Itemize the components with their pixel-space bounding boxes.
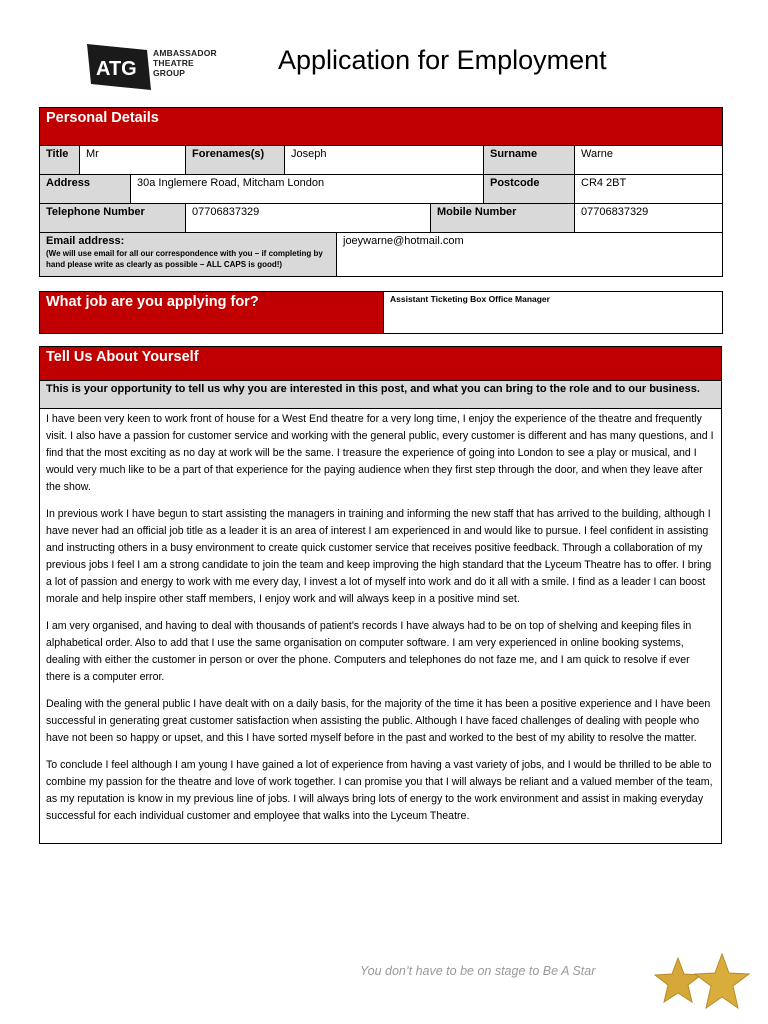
about-answer-field[interactable] <box>40 409 722 844</box>
postcode-label: Postcode <box>484 175 575 204</box>
logo-mark-text: ATG <box>96 58 137 80</box>
telephone-field[interactable]: 07706837329 <box>186 204 431 233</box>
answer-paragraph: In previous work I have begun to start assisting the managers in training and informing the new staff that has arrived to the building, although I have never had an official job title as a leader it is an area of interest I am experienced in and would like to pursue. I feel confident in assisting and instructing others in a busy environment to create quick customer service that receives positive feedback. Through a collaboration of my previous jobs I feel I am a strong candidate to join the team and keep improving the high standard that the Lyceum Theatre has to offer. I bring a lot of passion and energy to work with me every day, I invest a lot of myself into work and do it all with a smile. I find as a leader I can boost morale and help inspire other staff members, I enjoy work and will always keep in a positive mind set. <box>46 508 712 605</box>
job-table <box>39 291 723 334</box>
surname-label: Surname <box>484 146 575 175</box>
personal-details-header: Personal Details <box>40 108 723 146</box>
title-label: Title <box>40 146 80 175</box>
about-table <box>39 346 722 844</box>
answer-paragraph: I have been very keen to work front of house for a West End theatre for a very long time, I enjoy the experience of the theatre and frequently visit. I also have a passion for customer service and working with the general public, every customer is different and has many questions, and I find that the most exciting as no day at work will be the same. I treasure the experience of going into London to see a play or musical, and I would very much like to be a part of that experience for the paying audience when they first step through the door, and when they leave after the show. <box>46 413 714 493</box>
title-field[interactable]: Mr <box>80 146 186 175</box>
email-field[interactable]: joeywarne@hotmail.com <box>337 233 723 277</box>
mobile-field[interactable]: 07706837329 <box>575 204 723 233</box>
email-label-cell <box>40 233 337 277</box>
forenames-field[interactable]: Joseph <box>285 146 484 175</box>
logo-line: THEATRE <box>153 58 194 68</box>
personal-details-table <box>39 107 723 277</box>
email-label: Email address: <box>46 235 125 247</box>
footer-tagline: You don’t have to be on stage to Be A Star <box>360 964 596 978</box>
answer-paragraph: Dealing with the general public I have dealt with on a daily basis, for the majority of the time it has been a positive experience and I have been successful in generating great customer satisfaction when assisting the public. Although I have faced challenges of dealing with people who have not been so happy or upset, and this I have sorted myself before in the past and worked to the best of my ability to resolve the matter. <box>46 698 711 744</box>
atg-logo <box>87 44 227 90</box>
atg-logo-icon <box>87 44 151 90</box>
about-header: Tell Us About Yourself <box>40 347 722 381</box>
logo-line: GROUP <box>153 68 186 78</box>
job-header: What job are you applying for? <box>40 292 384 334</box>
telephone-label: Telephone Number <box>40 204 186 233</box>
surname-field[interactable]: Warne <box>575 146 723 175</box>
address-label: Address <box>40 175 131 204</box>
about-prompt: This is your opportunity to tell us why you are interested in this post, and what you can bring to the role and to our business. <box>40 381 722 409</box>
logo-wordmark <box>153 48 217 78</box>
address-field[interactable]: 30a Inglemere Road, Mitcham London <box>131 175 484 204</box>
email-note: (We will use email for all our correspondence with you – if completing by hand please write as clearly as possible – ALL CAPS is good!) <box>46 249 323 269</box>
answer-paragraph: To conclude I feel although I am young I have gained a lot of experience from having a vast variety of jobs, and I would be thrilled to be able to combine my passion for the theatre and love of work together. I can promise you that I will always be reliant and a valued member of the team, as my reputation is know in my previous line of jobs. I will always bring lots of energy to the work environment and assist in making everyday successful for each individual customer and employee that walks into the Lyceum Theatre. <box>46 759 713 822</box>
postcode-field[interactable]: CR4 2BT <box>575 175 723 204</box>
job-field[interactable]: Assistant Ticketing Box Office Manager <box>384 292 723 334</box>
gold-stars-icon <box>650 952 750 1016</box>
logo-line: AMBASSADOR <box>153 48 217 58</box>
answer-paragraph: I am very organised, and having to deal with thousands of patient’s records I have always had to be on top of shelving and keeping files in alphabetical order. Also to add that I use the same organisation on computer software. I am very experienced in online booking systems, dealing with either the customer in person or over the phone. Computers and telephones do not faze me, and I am quick to resolve if ever there is a computer error. <box>46 620 692 683</box>
mobile-label: Mobile Number <box>431 204 575 233</box>
forenames-label: Forenames(s) <box>186 146 285 175</box>
page-title: Application for Employment <box>278 45 607 75</box>
